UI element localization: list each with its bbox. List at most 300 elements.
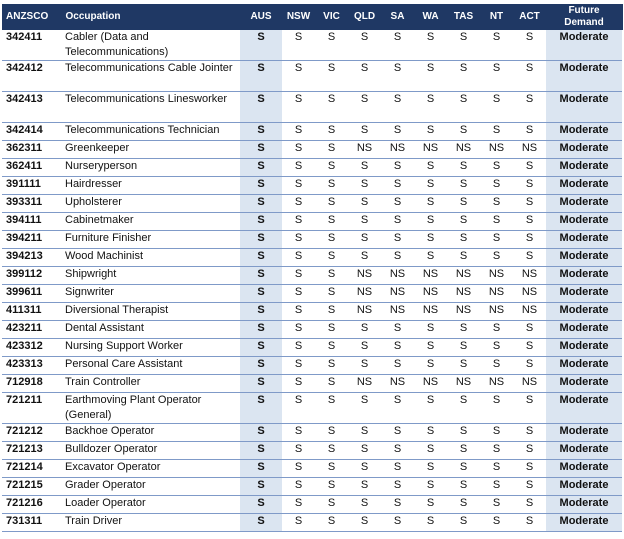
cell-act: NS bbox=[513, 375, 546, 393]
cell-nt: NS bbox=[480, 303, 513, 321]
cell-aus: S bbox=[240, 303, 282, 321]
cell-occupation: Telecommunications Technician bbox=[60, 123, 240, 141]
cell-wa: S bbox=[414, 460, 447, 478]
cell-occupation: Loader Operator bbox=[60, 496, 240, 514]
cell-act: S bbox=[513, 61, 546, 92]
cell-sa: S bbox=[381, 496, 414, 514]
cell-act: NS bbox=[513, 141, 546, 159]
cell-nt: S bbox=[480, 231, 513, 249]
cell-code: 362311 bbox=[2, 141, 60, 159]
cell-code: 411311 bbox=[2, 303, 60, 321]
cell-act: NS bbox=[513, 285, 546, 303]
cell-qld: S bbox=[348, 159, 381, 177]
cell-sa: NS bbox=[381, 285, 414, 303]
cell-code: 342411 bbox=[2, 30, 60, 61]
cell-sa: S bbox=[381, 442, 414, 460]
cell-code: 394213 bbox=[2, 249, 60, 267]
cell-future-demand: Moderate bbox=[546, 442, 622, 460]
cell-tas: S bbox=[447, 478, 480, 496]
cell-tas: S bbox=[447, 195, 480, 213]
cell-wa: S bbox=[414, 177, 447, 195]
cell-future-demand: Moderate bbox=[546, 61, 622, 92]
cell-qld: S bbox=[348, 514, 381, 532]
cell-act: S bbox=[513, 123, 546, 141]
cell-occupation: Furniture Finisher bbox=[60, 231, 240, 249]
cell-aus: S bbox=[240, 30, 282, 61]
cell-code: 399611 bbox=[2, 285, 60, 303]
cell-code: 423313 bbox=[2, 357, 60, 375]
cell-act: S bbox=[513, 231, 546, 249]
cell-qld: S bbox=[348, 339, 381, 357]
cell-vic: S bbox=[315, 267, 348, 285]
table-row bbox=[2, 478, 622, 496]
cell-vic: S bbox=[315, 123, 348, 141]
cell-qld: S bbox=[348, 123, 381, 141]
cell-aus: S bbox=[240, 424, 282, 442]
cell-sa: S bbox=[381, 249, 414, 267]
cell-tas: S bbox=[447, 177, 480, 195]
cell-nsw: S bbox=[282, 123, 315, 141]
table-row bbox=[2, 30, 622, 61]
cell-nt: S bbox=[480, 442, 513, 460]
cell-qld: S bbox=[348, 213, 381, 231]
table-row bbox=[2, 357, 622, 375]
table-row bbox=[2, 92, 622, 123]
cell-nt: S bbox=[480, 213, 513, 231]
cell-future-demand: Moderate bbox=[546, 424, 622, 442]
cell-tas: S bbox=[447, 159, 480, 177]
cell-act: S bbox=[513, 460, 546, 478]
cell-act: S bbox=[513, 442, 546, 460]
cell-occupation: Backhoe Operator bbox=[60, 424, 240, 442]
occupation-table bbox=[2, 4, 623, 532]
cell-wa: S bbox=[414, 195, 447, 213]
header-future-line2: Demand bbox=[564, 17, 604, 28]
cell-nt: S bbox=[480, 249, 513, 267]
table-body bbox=[2, 30, 622, 532]
header-aus: AUS bbox=[240, 4, 282, 30]
cell-nt: S bbox=[480, 460, 513, 478]
cell-vic: S bbox=[315, 249, 348, 267]
cell-vic: S bbox=[315, 460, 348, 478]
header-future-line1: Future bbox=[568, 5, 600, 16]
cell-aus: S bbox=[240, 177, 282, 195]
cell-occupation: Train Driver bbox=[60, 514, 240, 532]
cell-occupation: Dental Assistant bbox=[60, 321, 240, 339]
cell-vic: S bbox=[315, 213, 348, 231]
cell-code: 721212 bbox=[2, 424, 60, 442]
cell-nt: NS bbox=[480, 267, 513, 285]
cell-wa: S bbox=[414, 249, 447, 267]
cell-nt: S bbox=[480, 496, 513, 514]
cell-nt: S bbox=[480, 177, 513, 195]
cell-wa: NS bbox=[414, 303, 447, 321]
cell-wa: S bbox=[414, 92, 447, 123]
cell-code: 721213 bbox=[2, 442, 60, 460]
cell-vic: S bbox=[315, 61, 348, 92]
cell-vic: S bbox=[315, 321, 348, 339]
cell-wa: S bbox=[414, 496, 447, 514]
cell-act: S bbox=[513, 195, 546, 213]
cell-act: NS bbox=[513, 303, 546, 321]
cell-act: S bbox=[513, 496, 546, 514]
cell-act: S bbox=[513, 393, 546, 424]
cell-nt: S bbox=[480, 357, 513, 375]
cell-aus: S bbox=[240, 285, 282, 303]
cell-tas: S bbox=[447, 393, 480, 424]
table-row bbox=[2, 231, 622, 249]
cell-wa: NS bbox=[414, 267, 447, 285]
cell-occupation: Nursing Support Worker bbox=[60, 339, 240, 357]
cell-nsw: S bbox=[282, 92, 315, 123]
cell-qld: S bbox=[348, 496, 381, 514]
header-occupation: Occupation bbox=[60, 4, 240, 30]
header-vic: VIC bbox=[315, 4, 348, 30]
cell-future-demand: Moderate bbox=[546, 321, 622, 339]
cell-occupation: Telecommunications Cable Jointer bbox=[60, 61, 240, 92]
cell-future-demand: Moderate bbox=[546, 177, 622, 195]
cell-vic: S bbox=[315, 375, 348, 393]
header-future-demand bbox=[546, 4, 622, 30]
cell-nsw: S bbox=[282, 478, 315, 496]
cell-tas: S bbox=[447, 213, 480, 231]
cell-qld: NS bbox=[348, 141, 381, 159]
cell-act: S bbox=[513, 159, 546, 177]
cell-sa: S bbox=[381, 159, 414, 177]
cell-act: S bbox=[513, 357, 546, 375]
cell-occupation: Grader Operator bbox=[60, 478, 240, 496]
cell-wa: S bbox=[414, 123, 447, 141]
table-row bbox=[2, 514, 622, 532]
cell-nt: S bbox=[480, 195, 513, 213]
cell-sa: S bbox=[381, 460, 414, 478]
cell-aus: S bbox=[240, 141, 282, 159]
cell-future-demand: Moderate bbox=[546, 267, 622, 285]
cell-future-demand: Moderate bbox=[546, 514, 622, 532]
cell-future-demand: Moderate bbox=[546, 231, 622, 249]
table-row bbox=[2, 249, 622, 267]
cell-wa: S bbox=[414, 442, 447, 460]
cell-aus: S bbox=[240, 267, 282, 285]
cell-act: S bbox=[513, 30, 546, 61]
cell-nsw: S bbox=[282, 303, 315, 321]
table-row bbox=[2, 61, 622, 92]
cell-nsw: S bbox=[282, 339, 315, 357]
cell-vic: S bbox=[315, 514, 348, 532]
table-row bbox=[2, 285, 622, 303]
cell-aus: S bbox=[240, 442, 282, 460]
cell-wa: S bbox=[414, 478, 447, 496]
cell-act: S bbox=[513, 177, 546, 195]
cell-aus: S bbox=[240, 61, 282, 92]
cell-wa: S bbox=[414, 424, 447, 442]
cell-nt: S bbox=[480, 92, 513, 123]
cell-nsw: S bbox=[282, 267, 315, 285]
cell-sa: S bbox=[381, 123, 414, 141]
cell-vic: S bbox=[315, 339, 348, 357]
cell-act: S bbox=[513, 213, 546, 231]
cell-occupation: Wood Machinist bbox=[60, 249, 240, 267]
cell-act: S bbox=[513, 478, 546, 496]
cell-nt: NS bbox=[480, 375, 513, 393]
cell-wa: S bbox=[414, 514, 447, 532]
cell-qld: S bbox=[348, 357, 381, 375]
cell-nsw: S bbox=[282, 460, 315, 478]
cell-qld: S bbox=[348, 195, 381, 213]
cell-nsw: S bbox=[282, 213, 315, 231]
table-header bbox=[2, 4, 622, 30]
cell-wa: S bbox=[414, 231, 447, 249]
cell-aus: S bbox=[240, 92, 282, 123]
cell-wa: S bbox=[414, 339, 447, 357]
cell-nsw: S bbox=[282, 375, 315, 393]
cell-tas: NS bbox=[447, 285, 480, 303]
cell-wa: S bbox=[414, 357, 447, 375]
cell-nt: NS bbox=[480, 141, 513, 159]
cell-nsw: S bbox=[282, 177, 315, 195]
cell-code: 342413 bbox=[2, 92, 60, 123]
cell-act: S bbox=[513, 249, 546, 267]
table-row bbox=[2, 424, 622, 442]
cell-act: S bbox=[513, 424, 546, 442]
header-nt: NT bbox=[480, 4, 513, 30]
cell-vic: S bbox=[315, 357, 348, 375]
cell-qld: S bbox=[348, 424, 381, 442]
table-row bbox=[2, 177, 622, 195]
cell-vic: S bbox=[315, 92, 348, 123]
cell-future-demand: Moderate bbox=[546, 92, 622, 123]
cell-nsw: S bbox=[282, 61, 315, 92]
table-row bbox=[2, 460, 622, 478]
cell-code: 721214 bbox=[2, 460, 60, 478]
cell-act: S bbox=[513, 339, 546, 357]
cell-tas: NS bbox=[447, 375, 480, 393]
cell-tas: S bbox=[447, 61, 480, 92]
cell-nt: S bbox=[480, 61, 513, 92]
cell-tas: S bbox=[447, 92, 480, 123]
cell-sa: S bbox=[381, 339, 414, 357]
cell-vic: S bbox=[315, 424, 348, 442]
cell-nsw: S bbox=[282, 195, 315, 213]
cell-tas: S bbox=[447, 496, 480, 514]
cell-code: 393311 bbox=[2, 195, 60, 213]
cell-nsw: S bbox=[282, 285, 315, 303]
cell-tas: S bbox=[447, 339, 480, 357]
cell-nt: S bbox=[480, 159, 513, 177]
cell-sa: S bbox=[381, 231, 414, 249]
table-row bbox=[2, 195, 622, 213]
cell-tas: S bbox=[447, 424, 480, 442]
cell-future-demand: Moderate bbox=[546, 195, 622, 213]
cell-future-demand: Moderate bbox=[546, 141, 622, 159]
cell-nsw: S bbox=[282, 30, 315, 61]
cell-aus: S bbox=[240, 321, 282, 339]
cell-aus: S bbox=[240, 213, 282, 231]
cell-code: 342412 bbox=[2, 61, 60, 92]
cell-code: 342414 bbox=[2, 123, 60, 141]
cell-code: 721215 bbox=[2, 478, 60, 496]
cell-tas: NS bbox=[447, 267, 480, 285]
cell-tas: S bbox=[447, 514, 480, 532]
cell-wa: NS bbox=[414, 375, 447, 393]
cell-wa: S bbox=[414, 393, 447, 424]
cell-wa: NS bbox=[414, 285, 447, 303]
cell-aus: S bbox=[240, 478, 282, 496]
cell-future-demand: Moderate bbox=[546, 285, 622, 303]
table-row bbox=[2, 496, 622, 514]
table-row bbox=[2, 213, 622, 231]
cell-future-demand: Moderate bbox=[546, 303, 622, 321]
cell-sa: S bbox=[381, 321, 414, 339]
table-row bbox=[2, 442, 622, 460]
cell-nsw: S bbox=[282, 496, 315, 514]
cell-sa: S bbox=[381, 30, 414, 61]
cell-occupation: Telecommunications Linesworker bbox=[60, 92, 240, 123]
cell-occupation: Hairdresser bbox=[60, 177, 240, 195]
cell-occupation: Cabler (Data and Telecommunications) bbox=[60, 30, 240, 61]
cell-qld: S bbox=[348, 321, 381, 339]
table-row bbox=[2, 375, 622, 393]
cell-future-demand: Moderate bbox=[546, 460, 622, 478]
cell-future-demand: Moderate bbox=[546, 213, 622, 231]
cell-sa: S bbox=[381, 195, 414, 213]
cell-tas: S bbox=[447, 357, 480, 375]
cell-vic: S bbox=[315, 177, 348, 195]
cell-qld: NS bbox=[348, 303, 381, 321]
cell-aus: S bbox=[240, 393, 282, 424]
cell-nt: NS bbox=[480, 285, 513, 303]
cell-occupation: Excavator Operator bbox=[60, 460, 240, 478]
cell-future-demand: Moderate bbox=[546, 249, 622, 267]
cell-aus: S bbox=[240, 159, 282, 177]
cell-aus: S bbox=[240, 339, 282, 357]
cell-qld: S bbox=[348, 393, 381, 424]
header-nsw: NSW bbox=[282, 4, 315, 30]
table-row bbox=[2, 393, 622, 424]
cell-sa: S bbox=[381, 61, 414, 92]
cell-nsw: S bbox=[282, 393, 315, 424]
cell-qld: S bbox=[348, 442, 381, 460]
cell-qld: NS bbox=[348, 375, 381, 393]
cell-occupation: Signwriter bbox=[60, 285, 240, 303]
cell-vic: S bbox=[315, 141, 348, 159]
cell-future-demand: Moderate bbox=[546, 393, 622, 424]
cell-nsw: S bbox=[282, 357, 315, 375]
cell-sa: S bbox=[381, 177, 414, 195]
cell-occupation: Cabinetmaker bbox=[60, 213, 240, 231]
cell-sa: NS bbox=[381, 141, 414, 159]
cell-tas: S bbox=[447, 442, 480, 460]
cell-vic: S bbox=[315, 195, 348, 213]
header-sa: SA bbox=[381, 4, 414, 30]
cell-nsw: S bbox=[282, 514, 315, 532]
cell-nt: S bbox=[480, 123, 513, 141]
table-row bbox=[2, 321, 622, 339]
cell-aus: S bbox=[240, 231, 282, 249]
header-qld: QLD bbox=[348, 4, 381, 30]
cell-act: S bbox=[513, 92, 546, 123]
cell-wa: S bbox=[414, 213, 447, 231]
cell-nt: S bbox=[480, 339, 513, 357]
cell-occupation: Upholsterer bbox=[60, 195, 240, 213]
header-act: ACT bbox=[513, 4, 546, 30]
cell-vic: S bbox=[315, 159, 348, 177]
cell-aus: S bbox=[240, 195, 282, 213]
cell-future-demand: Moderate bbox=[546, 478, 622, 496]
cell-qld: S bbox=[348, 460, 381, 478]
cell-wa: S bbox=[414, 61, 447, 92]
cell-wa: S bbox=[414, 321, 447, 339]
cell-tas: S bbox=[447, 30, 480, 61]
cell-nsw: S bbox=[282, 249, 315, 267]
cell-qld: S bbox=[348, 92, 381, 123]
cell-tas: S bbox=[447, 460, 480, 478]
cell-nt: S bbox=[480, 321, 513, 339]
cell-vic: S bbox=[315, 30, 348, 61]
cell-sa: S bbox=[381, 92, 414, 123]
cell-sa: S bbox=[381, 514, 414, 532]
cell-nsw: S bbox=[282, 159, 315, 177]
cell-occupation: Earthmoving Plant Operator (General) bbox=[60, 393, 240, 424]
cell-aus: S bbox=[240, 460, 282, 478]
cell-aus: S bbox=[240, 249, 282, 267]
cell-qld: S bbox=[348, 478, 381, 496]
cell-qld: S bbox=[348, 231, 381, 249]
cell-aus: S bbox=[240, 357, 282, 375]
cell-aus: S bbox=[240, 375, 282, 393]
cell-code: 423211 bbox=[2, 321, 60, 339]
cell-occupation: Train Controller bbox=[60, 375, 240, 393]
cell-sa: NS bbox=[381, 267, 414, 285]
cell-sa: NS bbox=[381, 303, 414, 321]
cell-qld: S bbox=[348, 61, 381, 92]
cell-nt: S bbox=[480, 478, 513, 496]
cell-tas: S bbox=[447, 123, 480, 141]
cell-vic: S bbox=[315, 231, 348, 249]
cell-nsw: S bbox=[282, 231, 315, 249]
cell-future-demand: Moderate bbox=[546, 159, 622, 177]
cell-vic: S bbox=[315, 303, 348, 321]
cell-future-demand: Moderate bbox=[546, 375, 622, 393]
table-row bbox=[2, 159, 622, 177]
header-row bbox=[2, 4, 622, 30]
cell-code: 721211 bbox=[2, 393, 60, 424]
table-row bbox=[2, 141, 622, 159]
cell-code: 394211 bbox=[2, 231, 60, 249]
cell-code: 423312 bbox=[2, 339, 60, 357]
cell-future-demand: Moderate bbox=[546, 357, 622, 375]
cell-occupation: Shipwright bbox=[60, 267, 240, 285]
cell-nsw: S bbox=[282, 424, 315, 442]
cell-sa: S bbox=[381, 424, 414, 442]
cell-nt: S bbox=[480, 514, 513, 532]
cell-code: 391111 bbox=[2, 177, 60, 195]
cell-vic: S bbox=[315, 478, 348, 496]
cell-act: S bbox=[513, 321, 546, 339]
cell-code: 712918 bbox=[2, 375, 60, 393]
cell-qld: NS bbox=[348, 285, 381, 303]
cell-vic: S bbox=[315, 285, 348, 303]
cell-code: 362411 bbox=[2, 159, 60, 177]
cell-nsw: S bbox=[282, 141, 315, 159]
table-row bbox=[2, 339, 622, 357]
cell-wa: S bbox=[414, 159, 447, 177]
cell-act: NS bbox=[513, 267, 546, 285]
header-tas: TAS bbox=[447, 4, 480, 30]
cell-future-demand: Moderate bbox=[546, 339, 622, 357]
cell-occupation: Greenkeeper bbox=[60, 141, 240, 159]
cell-qld: S bbox=[348, 30, 381, 61]
